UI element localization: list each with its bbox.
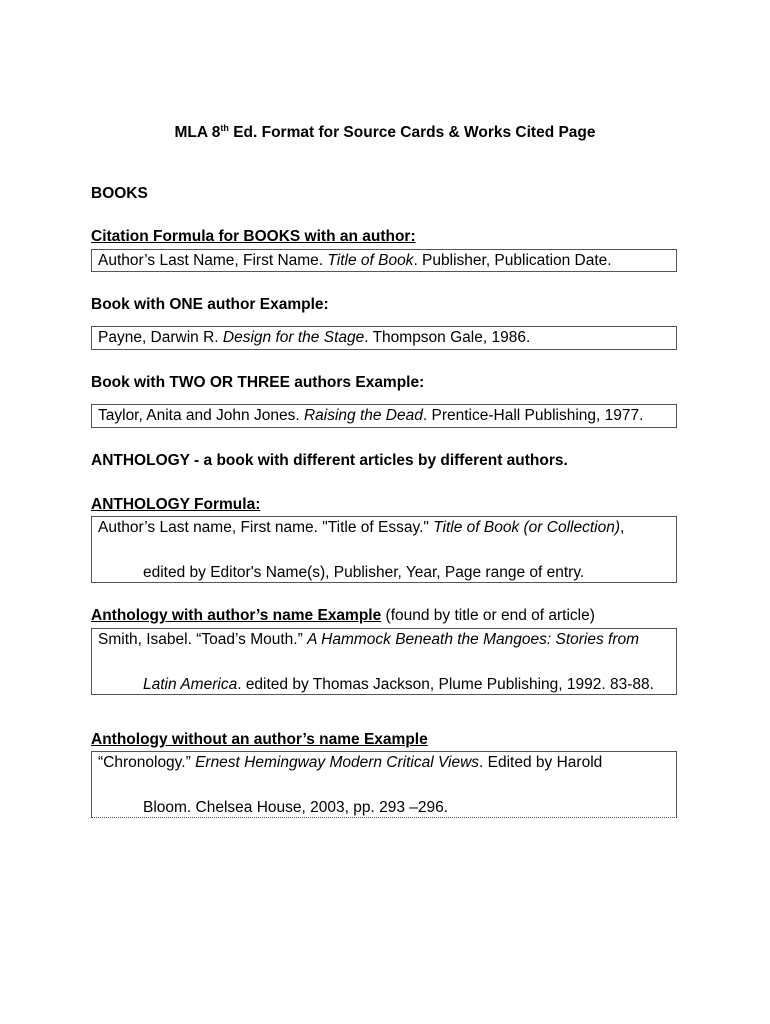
books-formula-box [91, 249, 677, 272]
page-title: MLA 8th Ed. Format for Source Cards & Works Cited Page [174, 123, 596, 141]
title-superscript: th [220, 123, 229, 133]
anthology-heading: ANTHOLOGY - a book with different articles by different authors. [91, 452, 568, 469]
anthology-formula-line1: Author’s Last name, First name. "Title of Essay." Title of Book (or Collection), [98, 519, 625, 536]
two-three-authors-box [91, 404, 677, 428]
one-author-box [91, 326, 677, 350]
anthology-without-author-line2: Bloom. Chelsea House, 2003, pp. 293 –296. [143, 799, 449, 816]
anthology-with-author-box [91, 628, 677, 695]
anthology-with-author-line1: Smith, Isabel. “Toad’s Mouth.” A Hammock Beneath the Mangoes: Stories from [98, 631, 640, 648]
section-books-heading: BOOKS [91, 185, 148, 202]
anthology-without-author-heading: Anthology without an author’s name Example [91, 731, 428, 748]
two-three-authors-heading: Book with TWO OR THREE authors Example: [91, 374, 425, 391]
one-author-heading: Book with ONE author Example: [91, 296, 329, 313]
anthology-without-author-line1: “Chronology.” Ernest Hemingway Modern Critical Views. Edited by Harold [98, 754, 603, 771]
one-author-citation: Payne, Darwin R. Design for the Stage. Thompson Gale, 1986. [98, 329, 531, 346]
anthology-with-author-line2: Latin America. edited by Thomas Jackson, Plume Publishing, 1992. 83-88. [143, 676, 654, 693]
anthology-formula-box [91, 516, 677, 583]
anthology-without-author-box [91, 751, 677, 818]
two-three-authors-citation: Taylor, Anita and John Jones. Raising the Dead. Prentice-Hall Publishing, 1977. [98, 407, 644, 424]
anthology-formula-heading: ANTHOLOGY Formula: [91, 496, 261, 513]
books-formula-text: Author’s Last Name, First Name. Title of Book. Publisher, Publication Date. [98, 252, 612, 269]
anthology-formula-line2: edited by Editor's Name(s), Publisher, Year, Page range of entry. [143, 564, 585, 581]
books-formula-heading: Citation Formula for BOOKS with an author: [91, 228, 416, 245]
anthology-with-author-heading: Anthology with author’s name Example (found by title or end of article) [91, 607, 595, 624]
